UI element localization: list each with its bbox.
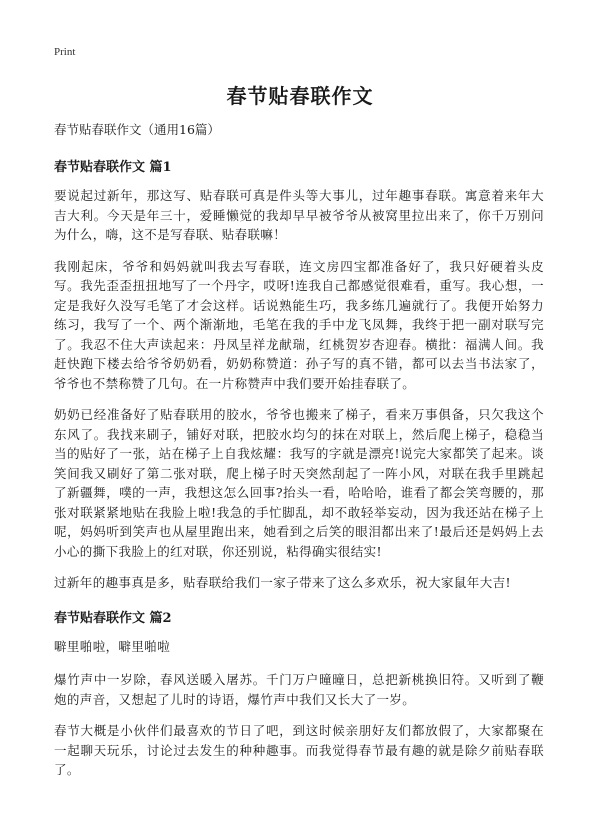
section-heading-2: 春节贴春联作文 篇2 (54, 610, 172, 626)
print-link[interactable]: Print (54, 46, 76, 58)
page-title: 春节贴春联作文 (226, 84, 374, 108)
section-heading-1: 春节贴春联作文 篇1 (54, 160, 172, 175)
paragraph: 春节大概是小伙伴们最喜欢的节日了吧，到这时候亲朋好友们都放假了，大家都聚在一起聊天玩乐，讨论过去发生的种种趣事。而我觉得春节最有趣的就是除夕前贴春联了。 (54, 723, 544, 777)
paragraph: 过新年的趣事真是多，贴春联给我们一家子带来了这么多欢乐，祝大家鼠年大吉! (54, 575, 511, 590)
paragraph: 我刚起床，爷爷和妈妈就叫我去写春联，连文房四宝都准备好了，我只好硬着头皮写。我先歪歪扭扭地写了一个丹字，哎呀!连我自己都感觉很难看，重写。我心想，一定是我好久没写毛笔了才会这样。话说熟能生巧，我多练几遍就行了。我便开始努力练习，我写了一个、两个渐渐地，毛笔在我的手中龙飞凤舞，我终于把一副对联写完了。我忍不住大声读起来：丹凤呈祥龙献瑞，红桃贺岁杏迎春。横批：福满人间。我赶快跑下楼去给爷爷奶奶看，奶奶称赞道：孙子写的真不错，都可以去当书法家了，爷爷也不禁称赞了几句。在一片称赞声中我们要开始挂春联了。 (54, 258, 544, 391)
document-subtitle: 春节贴春联作文（通用16篇） (54, 122, 220, 137)
paragraph: 奶奶已经准备好了贴春联用的胶水，爷爷也搬来了梯子，看来万事俱备，只欠我这个东风了。我找来刷子，铺好对联，把胶水均匀的抹在对联上，然后爬上梯子，稳稳当当的贴好了一张，站在梯子上自我炫耀：我写的字就是漂亮!说完大家都笑了起来。谈笑间我又刷好了第二张对联，爬上梯子时天突然刮起了一阵小风，对联在我手里跳起了新疆舞，噗的一声，我想这怎么回事?抬头一看，哈哈哈，谁看了都会笑弯腰的，那张对联紧紧地贴在我脸上啦!我急的手忙脚乱，却不敢轻举妄动，因为我还站在梯子上呢，妈妈听到笑声也从屋里跑出来，她看到之后笑的眼泪都出来了!最后还是妈妈上去小心的撕下我脸上的红对联，你还别说，粘得确实很结实! (54, 407, 544, 559)
paragraph: 要说起过新年，那这写、贴春联可真是件头等大事儿，过年趣事春联。寓意着来年大吉大利。今天是年三十，爱睡懒觉的我却早早被爷爷从被窝里拉出来了，你千万别问为什么，嗨，这不是写春联、贴春联嘛！ (54, 188, 544, 242)
document-body (54, 120, 544, 792)
paragraph: 噼里啪啦，噼里啪啦 (54, 638, 171, 654)
paragraph: 爆竹声中一岁除，春风送暖入屠苏。千门万户曈曈日，总把新桃换旧符。又听到了鞭炮的声音，又想起了儿时的诗语，爆竹声中我们又长大了一岁。 (54, 672, 544, 707)
